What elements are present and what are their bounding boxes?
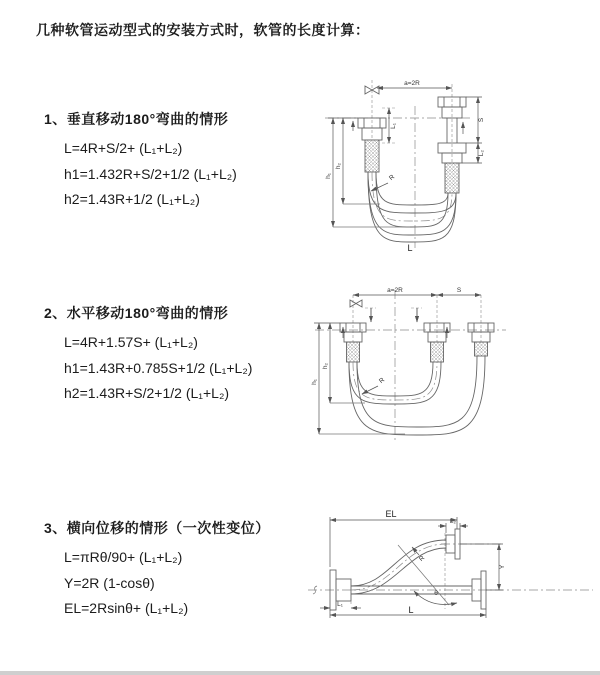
diagram-horizontal-180-bend	[310, 282, 595, 447]
formula: h2=1.43R+1/2 (L₁+L₂)	[64, 191, 200, 207]
dim-label-a2r: a=2R	[387, 287, 403, 294]
formula: L=πRθ/90+ (L₁+L₂)	[64, 549, 183, 565]
dim-label-l2: L₂	[478, 149, 485, 157]
section-3	[44, 518, 270, 622]
formula: h2=1.43R+S/2+1/2 (L₁+L₂)	[64, 385, 230, 401]
dimensions	[320, 509, 506, 618]
dimensions	[311, 287, 481, 434]
dim-label-el: EL	[385, 509, 397, 519]
radius-label: R	[388, 173, 397, 183]
dim-label-l1: L₁	[390, 123, 397, 129]
dim-label-l1: L₁	[337, 601, 343, 608]
formula: h1=1.43R+0.785S+1/2 (L₁+L₂)	[64, 359, 253, 376]
dimensions	[325, 80, 485, 253]
dim-label-s: S	[478, 117, 485, 123]
formula: h1=1.432R+S/2+1/2 (L₁+L₂)	[64, 165, 237, 182]
dim-label-l2: L₂	[449, 518, 457, 525]
section-3-heading: 3、横向位移的情形（一次性变位）	[44, 520, 270, 536]
formula: Y=2R (1-cosθ)	[64, 574, 155, 591]
formula: L=4R+S/2+ (L₁+L₂)	[64, 140, 183, 156]
hose	[351, 540, 472, 594]
section-3-formulas	[64, 545, 270, 622]
valve-icon	[350, 300, 362, 307]
dim-label-h1: h₁	[311, 379, 318, 385]
page-edge	[0, 671, 600, 675]
length-label: L	[407, 243, 413, 253]
dim-label-h1: h₁	[325, 173, 332, 179]
hose-loop	[349, 356, 485, 435]
angle-label: θ	[434, 590, 438, 597]
section-2	[44, 303, 252, 407]
dim-label-h2: h₂	[335, 162, 342, 170]
dim-label-h2: h₂	[322, 362, 329, 370]
radius-label: R	[417, 554, 427, 564]
formula: EL=2Rsinθ+ (L₁+L₂)	[64, 600, 189, 616]
radius-label: R	[378, 376, 387, 386]
section-1	[44, 109, 237, 213]
dim-label-s: S	[456, 287, 462, 294]
section-1-heading: 1、垂直移动180°弯曲的情形	[44, 111, 229, 127]
formula: L=4R+1.57S+ (L₁+L₂)	[64, 334, 198, 350]
diagram-lateral-displacement	[303, 503, 598, 643]
dim-label-l: L	[408, 605, 414, 615]
hose-loop	[368, 172, 456, 242]
dim-label-y: Y	[499, 564, 506, 570]
dim-label-a2r: a=2R	[404, 80, 420, 87]
page-title: 几种软管运动型式的安装方式时，软管的长度计算：	[36, 22, 370, 38]
section-2-formulas	[64, 330, 252, 407]
diagram-vertical-180-bend	[310, 76, 585, 254]
centerlines	[315, 290, 506, 440]
section-1-formulas	[64, 136, 237, 213]
left-flange-fitting	[340, 323, 366, 362]
section-2-heading: 2、水平移动180°弯曲的情形	[44, 305, 229, 321]
middle-flange-fitting	[424, 323, 450, 362]
